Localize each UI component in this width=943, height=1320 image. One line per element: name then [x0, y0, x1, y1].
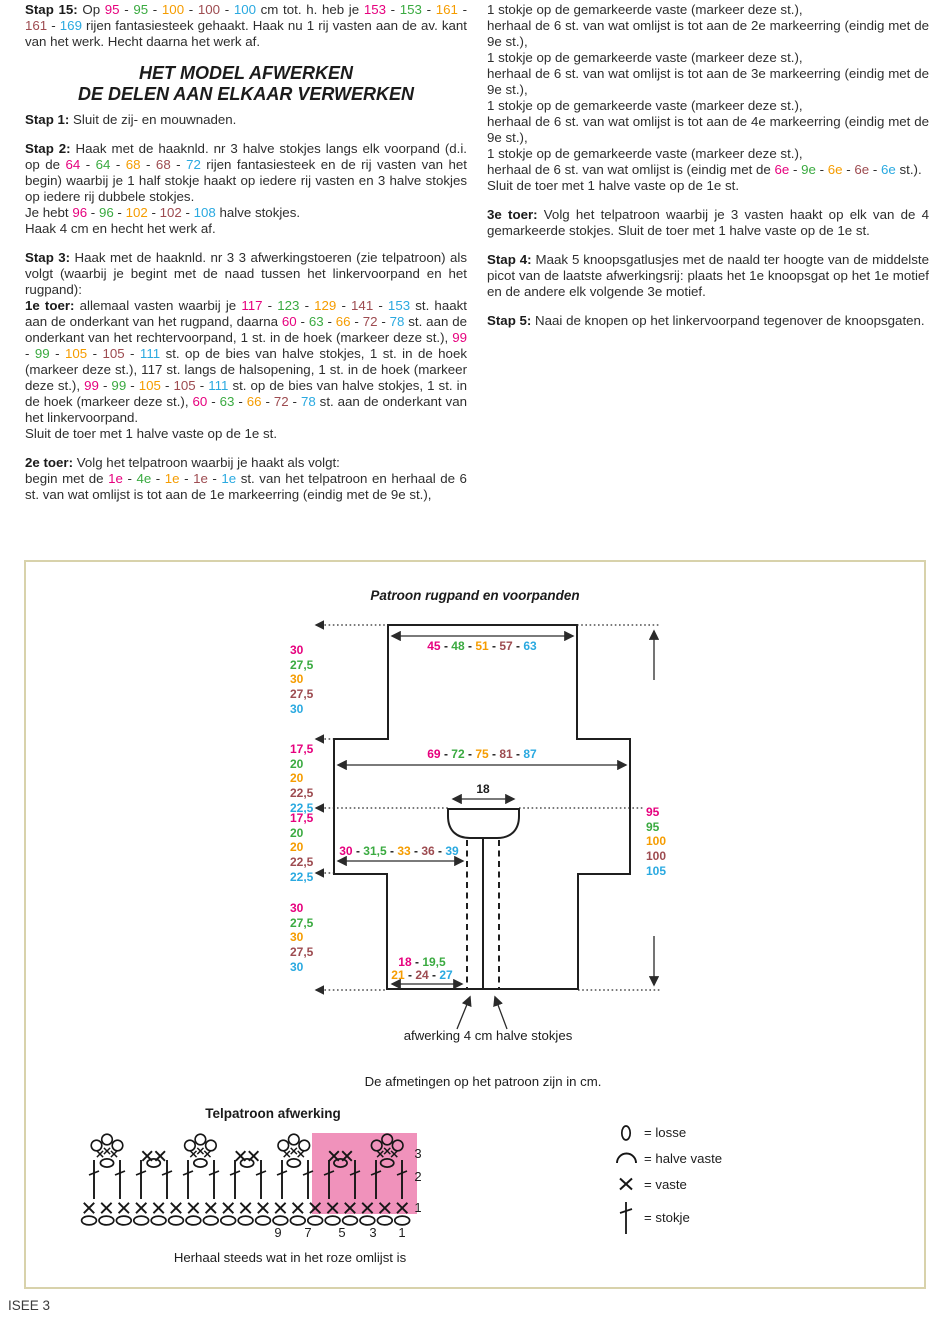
text-run: Haak met de haaknld. nr 3 halve stokjes langs elk voorpand (d.i. op de	[25, 141, 467, 172]
separator: -	[207, 471, 222, 486]
legend-item-label: = vaste	[644, 1177, 687, 1192]
separator: -	[262, 298, 278, 313]
text-run: allemaal vasten waarbij je	[79, 298, 242, 313]
size-value: 81	[499, 747, 513, 761]
size-value: 20	[290, 756, 304, 771]
text-run: 105	[138, 378, 161, 393]
text-run: 72	[362, 314, 378, 329]
separator: -	[488, 639, 500, 653]
text-run: cm tot. h. heb je	[256, 2, 364, 17]
legend-chain-icon	[622, 1126, 630, 1140]
text-run: 4e	[136, 471, 152, 486]
text-run: herhaal de 6 st. van wat omlijst is tot aan de 2e markeerring (eindig met de 9e st.),	[487, 18, 929, 49]
separator: -	[350, 314, 363, 329]
chain-symbol	[290, 1216, 305, 1225]
text-run: 63	[308, 314, 324, 329]
separator: -	[421, 2, 436, 17]
text-run: 96	[72, 205, 88, 220]
diagram-graphics	[26, 562, 924, 1287]
separator: -	[126, 378, 139, 393]
chain-symbol	[116, 1216, 131, 1225]
length-labels-group-2	[290, 742, 313, 816]
separator: -	[440, 639, 452, 653]
chain-symbol	[151, 1216, 166, 1225]
separator: -	[124, 346, 140, 361]
size-value: 95	[646, 805, 660, 819]
picot-loop	[299, 1140, 310, 1151]
chain-symbol	[99, 1216, 114, 1225]
separator: -	[87, 205, 99, 220]
separator: -	[49, 346, 65, 361]
text-run: Sluit de zij- en mouwnaden.	[73, 112, 237, 127]
text-run: 72	[273, 394, 289, 409]
size-value: 63	[523, 639, 537, 653]
size-value: 30	[290, 930, 304, 945]
separator: -	[842, 162, 855, 177]
paragraph	[25, 455, 467, 503]
size-value: 27,5	[290, 945, 314, 960]
text-run: 1 stokje op de gemarkeerde vaste (markeer deze st.),	[487, 50, 803, 65]
separator: -	[373, 298, 388, 313]
separator: -	[512, 639, 524, 653]
bold-text: Stap 2:	[25, 141, 76, 156]
neck-width-label: 18	[476, 782, 490, 796]
size-value: 27,5	[290, 687, 314, 702]
text-run: 9e	[801, 162, 816, 177]
legend-item-label: = stokje	[644, 1210, 690, 1225]
paragraph	[25, 141, 467, 237]
text-run: herhaal de 6 st. van wat omlijst is (eindig met de	[487, 162, 775, 177]
length-labels-group-1	[290, 643, 313, 717]
text-run: 6e	[881, 162, 896, 177]
text-run: 68	[125, 157, 141, 172]
size-value: 36	[421, 844, 435, 858]
chart-stitch-number: 5	[338, 1225, 346, 1240]
text-run: 105	[64, 346, 88, 361]
slip-stitch-symbol	[100, 1159, 113, 1167]
text-run: 72	[186, 157, 201, 172]
size-value: 17,5	[290, 742, 314, 756]
text-run: Haak met de haaknld. nr 3 3 afwerkingstoeren (zie telpatroon) als volgt (waarbij je begint met de naad tussen het linkervoorpand en het rugpand):	[25, 250, 468, 297]
separator: -	[488, 747, 500, 761]
chain-symbol	[256, 1216, 271, 1225]
size-value: 31,5	[363, 844, 387, 858]
size-value: 51	[475, 639, 489, 653]
chart-row-number: 1	[414, 1200, 422, 1215]
chart-caption: Herhaal steeds wat in het roze omlijst is	[173, 1250, 407, 1265]
text-run: st. op de bies van halve stokjes, 1 st. in de hoek (markeer deze st.),	[25, 378, 467, 409]
text-run: 99	[84, 378, 99, 393]
separator: -	[410, 844, 422, 858]
diagram-title: Patroon rugpand en voorpanden	[370, 588, 580, 603]
size-value: 48	[451, 639, 465, 653]
text-run: 78	[389, 314, 405, 329]
bold-text: 2e toer:	[25, 455, 77, 470]
separator: -	[336, 298, 352, 313]
separator: -	[428, 968, 440, 982]
size-value: 19,5	[422, 955, 446, 969]
chain-symbol	[343, 1216, 358, 1225]
size-value: 20	[290, 825, 304, 840]
size-value: 30	[290, 701, 304, 716]
size-value: 72	[451, 747, 465, 761]
size-value: 30	[290, 672, 304, 687]
separator: -	[464, 639, 476, 653]
text-run: 99	[111, 378, 127, 393]
separator: -	[151, 471, 165, 486]
top-width-label	[382, 639, 582, 653]
size-value: 21	[391, 968, 405, 982]
legend-item-label: = halve vaste	[644, 1151, 723, 1166]
afwerking-callout-arrows	[457, 997, 507, 1029]
size-value: 87	[523, 747, 537, 761]
text-run: herhaal de 6 st. van wat omlijst is tot aan de 3e markeerring (eindig met de 9e st.),	[487, 66, 929, 97]
bold-text: Stap 5:	[487, 313, 536, 328]
chain-symbol	[169, 1216, 184, 1225]
text-run: Sluit de toer met 1 halve vaste op de 1e st.	[487, 178, 740, 193]
text-run: 105	[102, 346, 125, 361]
page-footer: ISEE 3	[8, 1298, 51, 1313]
separator: -	[815, 162, 828, 177]
chart-stitch-number: 1	[398, 1225, 406, 1240]
paragraph	[487, 252, 929, 300]
size-value: 95	[646, 819, 660, 834]
size-value: 30	[290, 959, 304, 974]
text-run: 66	[335, 314, 351, 329]
size-value: 105	[646, 863, 667, 878]
text-run: 108	[193, 205, 216, 220]
text-run: 169	[59, 18, 82, 33]
chart-title: Telpatroon afwerking	[205, 1106, 341, 1121]
size-value: 100	[646, 834, 667, 849]
separator: -	[25, 346, 35, 361]
text-run: 117	[241, 298, 263, 313]
text-run: 78	[300, 394, 316, 409]
text-run: Volg het telpatroon waarbij je 3 vasten haakt op elk van de 4 gemarkeerde stokjes. Sluit de toer met 1 halve vaste op de 1e st.	[487, 207, 929, 238]
guide-lines	[316, 625, 660, 990]
text-run: Sluit de toer met 1 halve vaste op de 1e st.	[25, 426, 278, 441]
size-value: 20	[290, 771, 304, 786]
text-run: 99	[34, 346, 50, 361]
chain-symbol	[377, 1216, 392, 1225]
left-column	[25, 2, 467, 516]
size-value: 45	[427, 639, 441, 653]
text-run: Haak 4 cm en hecht het werk af.	[25, 221, 216, 236]
text-run: st. aan de onderkant van het linkervoorpand.	[25, 394, 468, 425]
paragraph	[487, 2, 929, 194]
picot-loop	[195, 1134, 206, 1145]
text-run: 123	[277, 298, 300, 313]
text-run: 105	[173, 378, 196, 393]
text-run: 111	[208, 378, 229, 393]
separator: -	[261, 394, 274, 409]
bold-text: Stap 1:	[25, 112, 74, 127]
separator: -	[147, 205, 160, 220]
size-value: 30	[339, 844, 353, 858]
hem-width-label-line2	[362, 968, 482, 982]
chart-stitch-number: 7	[304, 1225, 312, 1240]
text-run: st.).	[895, 162, 922, 177]
separator: -	[87, 346, 103, 361]
separator: -	[869, 162, 881, 177]
neck-opening	[448, 809, 519, 838]
bold-text: Stap 3:	[25, 250, 75, 265]
text-run: 1e	[164, 471, 180, 486]
text-run: 129	[314, 298, 337, 313]
size-value: 20	[290, 840, 304, 855]
separator: -	[220, 2, 234, 17]
text-run: halve stokjes.	[215, 205, 301, 220]
size-value: 27,5	[290, 657, 314, 672]
picot-loop	[91, 1140, 102, 1151]
text-run: 68	[155, 157, 171, 172]
text-run: 95	[104, 2, 120, 17]
picot-loop	[206, 1140, 217, 1151]
picot-loop	[102, 1134, 113, 1145]
legend-item-label: = losse	[644, 1125, 687, 1140]
legend-slip-stitch-icon	[617, 1154, 636, 1164]
separator: -	[184, 2, 198, 17]
text-run: 141	[351, 298, 374, 313]
text-run: Je hebt	[25, 205, 73, 220]
bold-text: 1e toer:	[25, 298, 80, 313]
separator: -	[296, 314, 309, 329]
size-value: 22,5	[290, 855, 314, 870]
separator: -	[47, 18, 60, 33]
chain-symbol	[395, 1216, 410, 1225]
text-run: 102	[125, 205, 148, 220]
separator: -	[404, 968, 416, 982]
separator: -	[98, 378, 112, 393]
chain-symbol	[203, 1216, 218, 1225]
size-value: 22,5	[290, 786, 314, 801]
picot-loop	[112, 1140, 123, 1151]
text-run: 153	[387, 298, 411, 313]
text-run: rijen fantasiesteek gehaakt. Haak nu 1 rij vasten aan de av. kant van het werk. Hecht daarna het werk af.	[25, 18, 467, 49]
text-run: 100	[233, 2, 256, 17]
legend-single-crochet-icon	[620, 1179, 632, 1190]
separator: -	[110, 157, 126, 172]
separator: -	[377, 314, 390, 329]
separator: -	[207, 394, 220, 409]
paragraph	[25, 112, 467, 128]
slip-stitch-symbol	[241, 1159, 254, 1167]
text-run: HET MODEL AFWERKEN	[139, 63, 353, 83]
total-length-labels	[646, 805, 666, 879]
text-run: 1e	[108, 471, 123, 486]
separator: -	[160, 378, 174, 393]
text-run: 99	[452, 330, 467, 345]
separator: -	[195, 378, 209, 393]
separator: -	[323, 314, 336, 329]
chart-row-number: 3	[414, 1146, 422, 1161]
text-run: 1e	[193, 471, 208, 486]
chain-symbol	[360, 1216, 375, 1225]
slip-stitch-symbol	[147, 1159, 160, 1167]
picot-loop	[278, 1140, 289, 1151]
separator: -	[234, 394, 247, 409]
chest-width-label	[362, 747, 602, 761]
chain-symbol	[325, 1216, 340, 1225]
size-value: 27,5	[290, 915, 314, 930]
chain-symbol	[238, 1216, 253, 1225]
separator: -	[386, 2, 400, 17]
afwerking-note: afwerking 4 cm halve stokjes	[403, 1028, 573, 1043]
separator: -	[411, 955, 423, 969]
size-value: 22,5	[290, 800, 314, 815]
text-run: 95	[133, 2, 149, 17]
separator: -	[512, 747, 524, 761]
text-run: 1 stokje op de gemarkeerde vaste (markeer deze st.),	[487, 98, 803, 113]
separator: -	[434, 844, 446, 858]
size-value: 17,5	[290, 811, 314, 825]
separator: -	[148, 2, 162, 17]
separator: -	[119, 2, 134, 17]
text-run: 60	[281, 314, 297, 329]
bold-text: Stap 4:	[487, 252, 536, 267]
text-run: 100	[161, 2, 185, 17]
text-run: Maak 5 knoopsgatlusjes met de naald ter hoogte van de middelste picot van de laatste afwerkingsrij: plaats het 1e knoopsgat op het 1e motief en de andere elk volgende 3e motief.	[487, 252, 929, 299]
chain-symbol	[221, 1216, 236, 1225]
separator: -	[80, 157, 96, 172]
separator: -	[122, 471, 137, 486]
text-run: 60	[192, 394, 208, 409]
separator: -	[457, 2, 467, 17]
separator: -	[170, 157, 187, 172]
right-column	[487, 2, 929, 342]
separator: -	[288, 394, 301, 409]
separator: -	[179, 471, 194, 486]
chain-symbol	[308, 1216, 323, 1225]
text-run: 96	[98, 205, 114, 220]
separator: -	[386, 844, 398, 858]
picot-loop	[185, 1140, 196, 1151]
separator: -	[299, 298, 315, 313]
chain-symbol	[186, 1216, 201, 1225]
text-run: 153	[363, 2, 386, 17]
separator: -	[352, 844, 364, 858]
text-run: 161	[25, 18, 48, 33]
chain-symbol	[273, 1216, 288, 1225]
slip-stitch-symbol	[194, 1159, 207, 1167]
bold-text: Stap 15:	[25, 2, 83, 17]
size-value: 75	[475, 747, 489, 761]
text-run: st. op de bies van halve stokjes, 1 st. in de hoek (markeer deze st.), 117 st. langs de halsopening, 1 st. in de hoek (markeer deze st.),	[25, 346, 467, 393]
legend-double-crochet-icon	[620, 1202, 632, 1234]
hem-width-label-line1	[362, 955, 482, 969]
separator: -	[181, 205, 194, 220]
chart-stitch-number: 9	[274, 1225, 282, 1240]
length-labels-group-4	[290, 901, 313, 975]
length-labels-group-3	[290, 811, 313, 885]
text-run: st. van het telpatroon en herhaal de 6 st. van wat omlijst is tot aan de 1e markeerring (eindig met de 9e st.),	[25, 471, 467, 502]
separator: -	[113, 205, 126, 220]
text-run: 6e	[854, 162, 870, 177]
size-value: 57	[499, 639, 513, 653]
size-value: 24	[415, 968, 429, 982]
text-run: Volg het telpatroon waarbij je haakt als volgt:	[76, 455, 340, 470]
text-run: 64	[95, 157, 111, 172]
paragraph	[25, 2, 467, 50]
text-run: Naai de knopen op het linkervoorpand tegenover de knoopsgaten.	[535, 313, 925, 328]
section-heading	[25, 63, 467, 105]
separator: -	[464, 747, 476, 761]
size-value: 69	[427, 747, 441, 761]
paragraph	[487, 207, 929, 239]
size-value: 39	[445, 844, 459, 858]
text-run: herhaal de 6 st. van wat omlijst is tot aan de 4e markeerring (eindig met de 9e st.),	[487, 114, 929, 145]
separator: -	[789, 162, 802, 177]
text-run: 6e	[774, 162, 790, 177]
size-value: 27	[439, 968, 453, 982]
paragraph	[25, 250, 467, 442]
text-run: 6e	[827, 162, 843, 177]
picot-loop	[289, 1134, 300, 1145]
pattern-diagram-panel	[24, 560, 926, 1289]
text-run: st. aan de onderkant van het rechtervoorpand, 1 st. in de hoek (markeer deze st.),	[25, 314, 467, 345]
size-value: 22,5	[290, 869, 314, 884]
text-run: 161	[435, 2, 458, 17]
chain-symbol	[82, 1216, 97, 1225]
text-run: 64	[65, 157, 81, 172]
units-caption: De afmetingen op het patroon zijn in cm.	[364, 1074, 602, 1089]
text-run: 102	[159, 205, 182, 220]
chart-row-number: 2	[414, 1169, 422, 1184]
text-run: 66	[246, 394, 262, 409]
slip-stitch-symbol	[287, 1159, 300, 1167]
text-run: Op	[82, 2, 105, 17]
size-value: 30	[290, 643, 304, 657]
front-width-label	[299, 844, 499, 858]
text-run: DE DELEN AAN ELKAAR VERWERKEN	[77, 84, 415, 104]
size-value: 18	[398, 955, 412, 969]
bold-text: 3e toer:	[487, 207, 544, 222]
text-run: begin met de	[25, 471, 109, 486]
size-value: 30	[290, 901, 304, 915]
text-run: 111	[139, 346, 161, 361]
size-value: 100	[646, 849, 667, 864]
paragraph	[487, 313, 929, 329]
size-value: 33	[397, 844, 411, 858]
text-run: 63	[219, 394, 235, 409]
separator: -	[140, 157, 156, 172]
text-run: rijen fantasiesteek en de rij vasten van het begin) waarbij je 1 half stokje haakt op iedere rij vasten en 3 halve stokjes op iedere rij dubbele stokjes.	[25, 157, 467, 204]
chain-symbol	[134, 1216, 149, 1225]
text-run: 100	[197, 2, 221, 17]
text-run: 1 stokje op de gemarkeerde vaste (markeer deze st.),	[487, 146, 803, 161]
text-run: 153	[399, 2, 422, 17]
text-run: 1e	[221, 471, 237, 486]
text-run: st. haakt aan de onderkant van het rugpand, daarna	[25, 298, 467, 329]
separator: -	[440, 747, 452, 761]
text-run: 1 stokje op de gemarkeerde vaste (markeer deze st.),	[487, 2, 803, 17]
chart-stitch-number: 3	[369, 1225, 377, 1240]
